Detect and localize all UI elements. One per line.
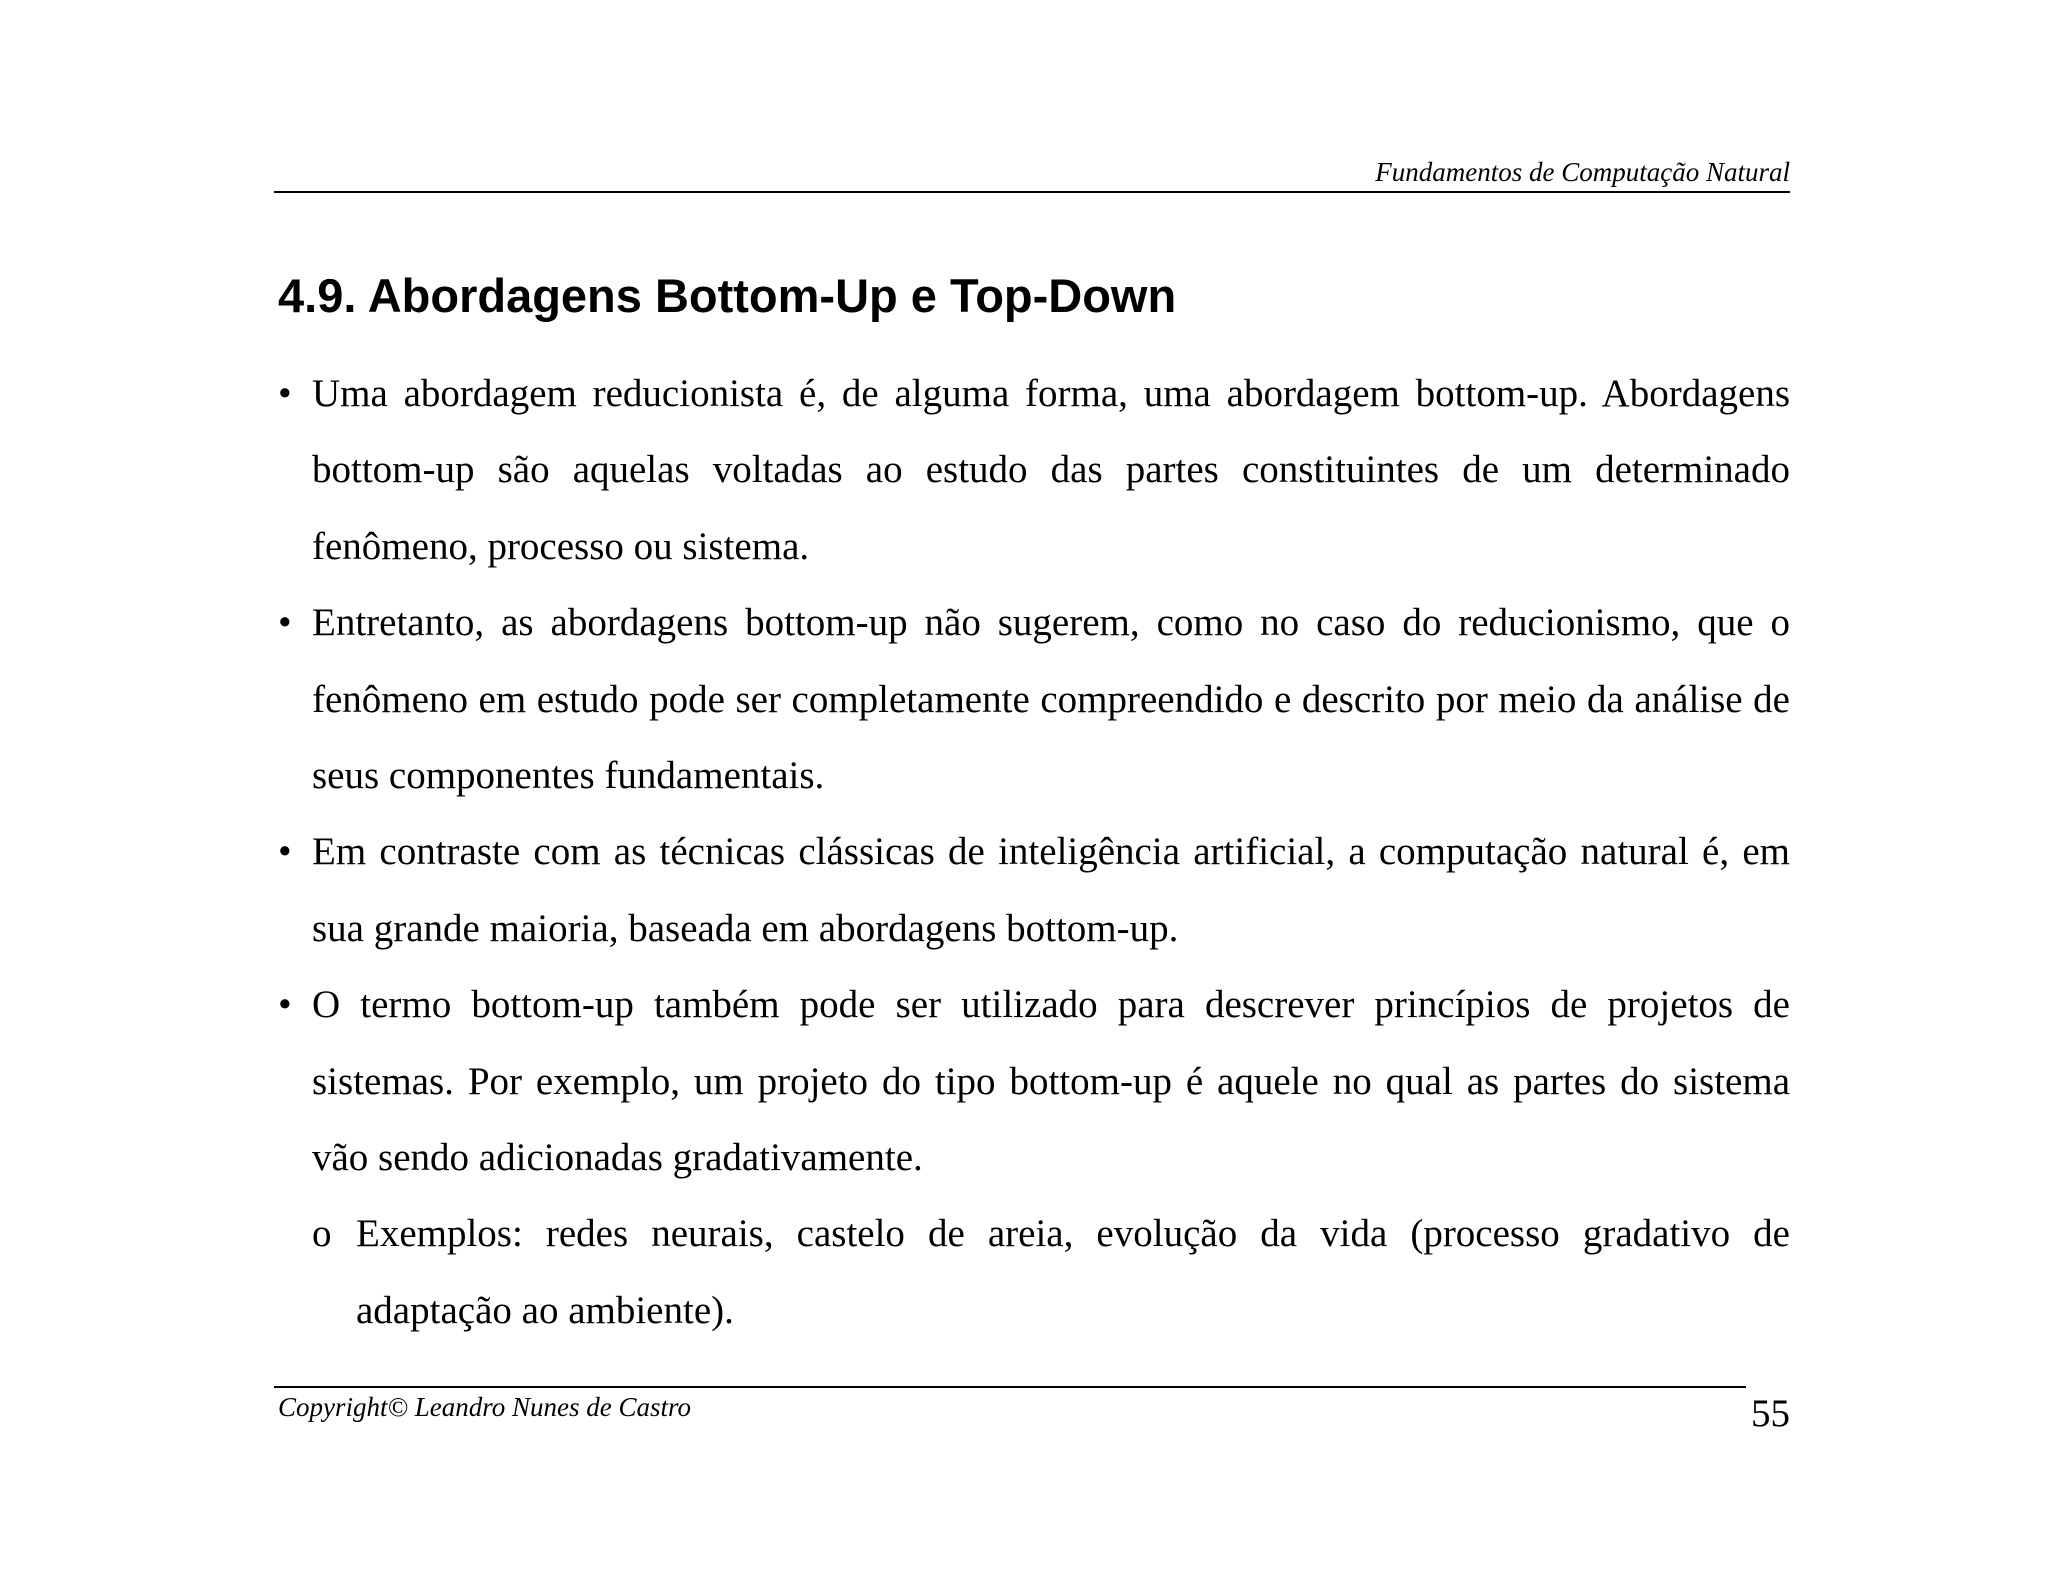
footer-rule <box>274 1386 1746 1388</box>
bullet-text: Em contraste com as técnicas clássicas de inteligência artificial, a computação natural é, em sua grande maioria, baseada em abordagens bottom-up. <box>312 830 1790 950</box>
bullet-marker: • <box>278 372 292 415</box>
section-title: 4.9. Abordagens Bottom-Up e Top-Down <box>278 269 1177 322</box>
bullet-text: Entretanto, as abordagens bottom-up não sugerem, como no caso do reducionismo, que o fenômeno em estudo pode ser completamente compreendido e descrito por meio da análise de seus componentes fundamentais. <box>312 601 1790 798</box>
page-number: 55 <box>1751 1392 1790 1435</box>
bullet-item <box>278 356 1790 585</box>
sub-bullet-marker: o <box>312 1212 332 1256</box>
bullet-text: O termo bottom-up também pode ser utilizado para descrever princípios de projetos de sistemas. Por exemplo, um projeto do tipo bottom-up é aquele no qual as partes do sistema vão sendo adicionadas gradativamente. <box>312 983 1790 1180</box>
bullet-item <box>278 814 1790 967</box>
sub-bullet-item <box>278 1196 1790 1349</box>
bullet-list <box>278 356 1790 1349</box>
running-header: Fundamentos de Computação Natural <box>1375 157 1790 187</box>
bullet-marker: • <box>278 830 292 874</box>
bullet-marker: • <box>278 983 292 1027</box>
bullet-text: Uma abordagem reducionista é, de alguma forma, uma abordagem bottom-up. Abordagens bottom-up são aquelas voltadas ao estudo das partes constituintes de um determinado fenômeno, processo ou sistema. <box>312 372 1790 568</box>
copyright-text: Copyright© Leandro Nunes de Castro <box>278 1392 692 1422</box>
bullet-item <box>278 585 1790 814</box>
bullet-item <box>278 967 1790 1196</box>
header-rule <box>274 191 1790 193</box>
bullet-marker: • <box>278 601 292 645</box>
sub-bullet-text: Exemplos: redes neurais, castelo de areia, evolução da vida (processo gradativo de adaptação ao ambiente). <box>356 1212 1790 1332</box>
